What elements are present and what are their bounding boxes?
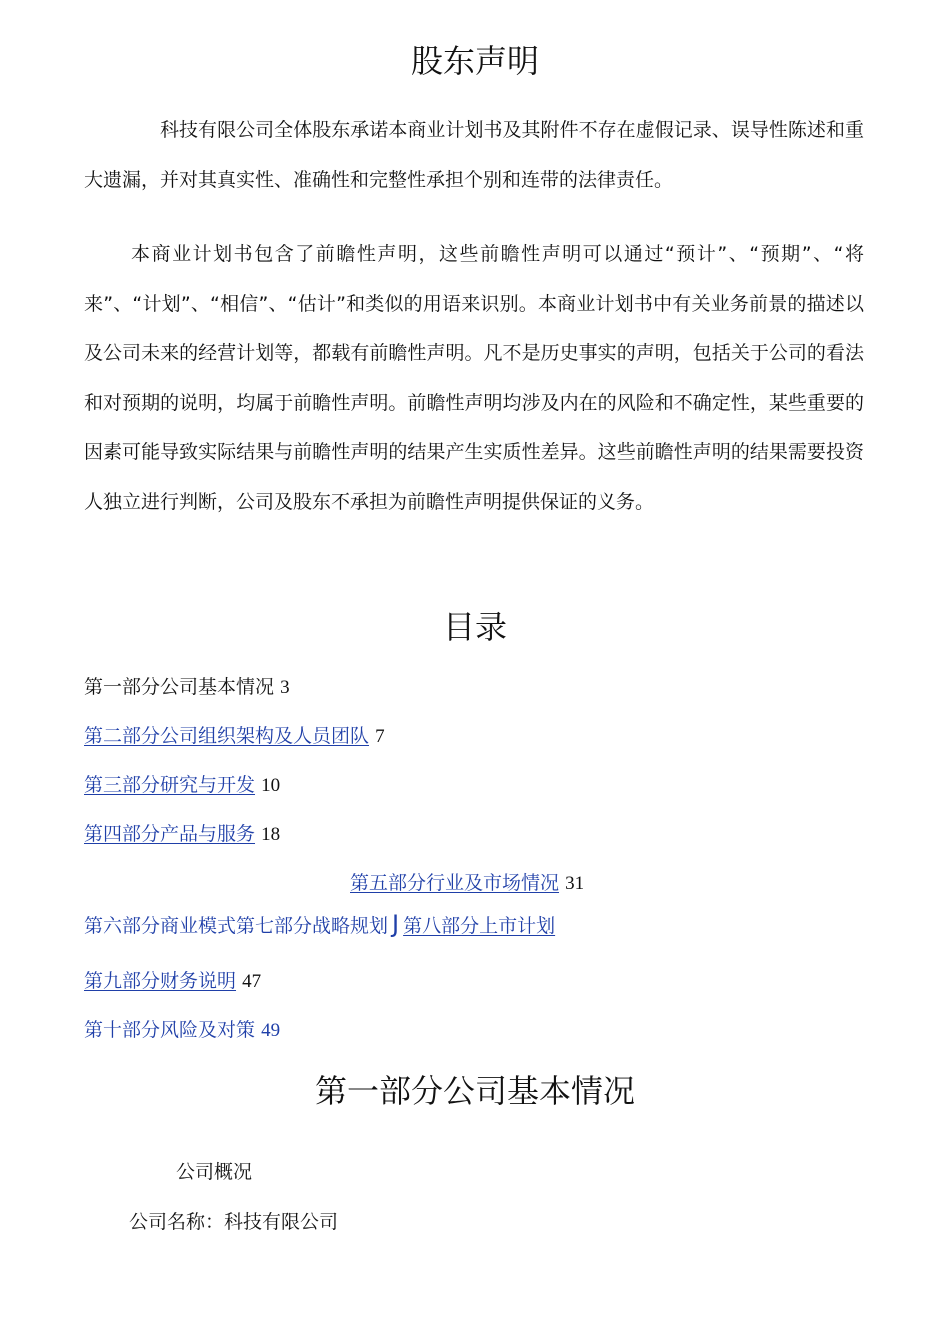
declaration-paragraph-1 — [84, 106, 864, 205]
toc-item-link[interactable]: 第五部分行业及市场情况 — [350, 872, 560, 894]
toc-item-label: 第一部分公司基本情况 — [84, 676, 275, 698]
toc-item-link[interactable]: 第二部分公司组织架构及人员团队 — [84, 725, 370, 747]
toc-item-page: 18 — [261, 824, 281, 845]
paragraph-text: 科技有限公司全体股东承诺本商业计划书及其附件不存在虚假记录、误导性陈述和重大遗漏，并对其真实性、准确性和完整性承担个别和连带的法律责任。 — [84, 119, 864, 191]
toc-item-5[interactable] — [350, 868, 584, 895]
toc-item-4[interactable] — [84, 819, 280, 846]
toc-item-page: 3 — [280, 677, 290, 698]
toc-item-link[interactable]: 第九部分财务说明 — [84, 970, 237, 992]
toc-item-6-7-8[interactable] — [84, 910, 555, 938]
section-title: 第一部分公司基本情况 — [314, 1072, 635, 1110]
toc-item-page: 7 — [375, 726, 385, 747]
toc-item-3[interactable] — [84, 770, 280, 797]
toc-item-9[interactable] — [84, 966, 261, 993]
toc-item-1[interactable] — [84, 672, 290, 699]
toc-item-page: 31 — [565, 873, 585, 894]
declaration-title: 股东声明 — [410, 42, 539, 80]
section-subtitle: 公司概况 — [176, 1161, 253, 1183]
toc-item-link[interactable]: 第四部分产品与服务 — [84, 823, 256, 845]
declaration-paragraph-2 — [84, 230, 864, 527]
toc-item-page: 49 — [261, 1020, 281, 1041]
toc-item-link[interactable]: 第十部分风险及对策 — [84, 1019, 256, 1041]
toc-item-10[interactable] — [84, 1015, 280, 1042]
paragraph-text: 本商业计划书包含了前瞻性声明，这些前瞻性声明可以通过“预计”、“预期”、“将来”、“计划”、“相信”、“估计”和类似的用语来识别。本商业计划书中有关业务前景的描述以及公司未来的经营计划等，都载有前瞻性声明。凡不是历史事实的声明，包括关于公司的看法和对预期的说明，均属于前瞻性声明。前瞻性声明均涉及内在的风险和不确定性，某些重要的因素可能导致实际结果与前瞻性声明的结果产生实质性差异。这些前瞻性声明的结果需要投资人独立进行判断，公司及股东不承担为前瞻性声明提供保证的义务。 — [84, 243, 864, 513]
toc-item-link[interactable]: 第三部分研究与开发 — [84, 774, 256, 796]
toc-separator: J — [392, 910, 400, 938]
company-name-line: 公司名称：科技有限公司 — [129, 1211, 339, 1233]
toc-item-2[interactable] — [84, 721, 385, 748]
toc-title: 目录 — [442, 608, 507, 646]
toc-item-link[interactable]: 第八部分上市计划 — [403, 915, 556, 937]
toc-item-page: 10 — [261, 775, 281, 796]
toc-item-page: 47 — [242, 971, 262, 992]
toc-item-link[interactable]: 第六部分商业模式第七部分战略规划 — [84, 915, 389, 937]
